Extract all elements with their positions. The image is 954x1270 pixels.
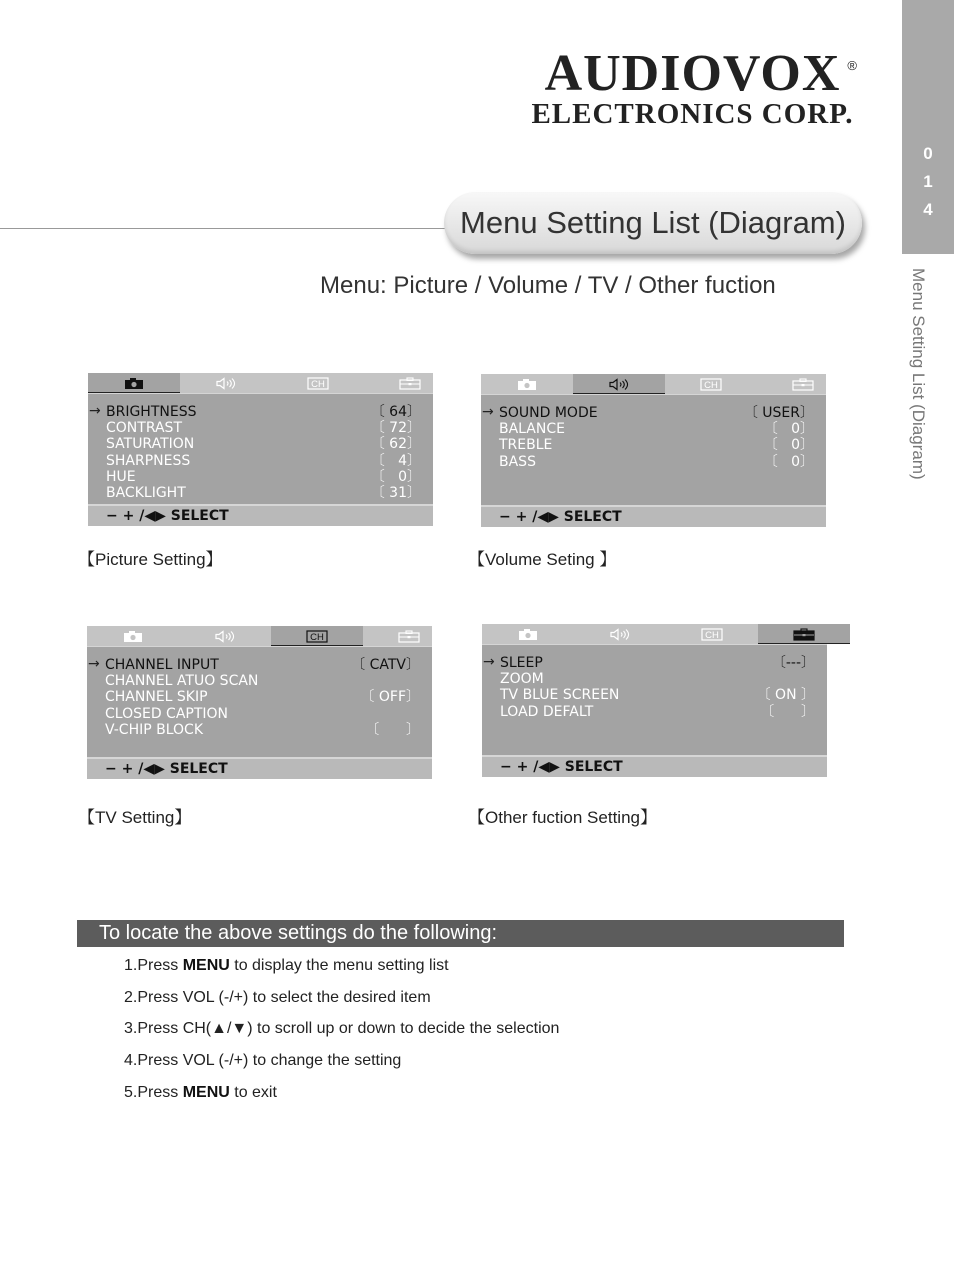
osd-item-label: BACKLIGHT xyxy=(106,485,186,501)
step-key: MENU xyxy=(182,1083,230,1101)
step-text: 5.Press xyxy=(124,1083,183,1101)
step-text: 3.Press CH(▲/▼) to scroll up or down to decide the selection xyxy=(124,1020,560,1038)
select-hint: − + /◀▶ SELECT xyxy=(500,759,623,775)
osd-menu-item[interactable] xyxy=(481,405,826,421)
osd-item-value: 〔 CATV〕 xyxy=(351,657,420,673)
registered-mark: ® xyxy=(847,58,857,73)
osd-menu-item[interactable] xyxy=(482,704,827,720)
camera-icon xyxy=(123,630,143,643)
title-banner xyxy=(444,192,862,254)
instruction-step xyxy=(124,1052,401,1070)
osd-item-label: CHANNEL ATUO SCAN xyxy=(105,673,259,690)
osd-menu-item[interactable] xyxy=(481,454,826,470)
side-tab-label: Menu Setting List (Diagram) xyxy=(909,268,928,480)
osd-item-label: TV BLUE SCREEN xyxy=(500,687,620,704)
osd-item-value: 〔 0〕 xyxy=(763,437,814,454)
menu-heading: Menu: Picture / Volume / TV / Other fuction xyxy=(320,272,776,299)
osd-item-label: BRIGHTNESS xyxy=(106,404,197,420)
logo-sub-text: ELECTRONICS CORP. xyxy=(531,98,854,130)
selection-arrow-icon: → xyxy=(89,403,101,419)
osd-item-label: BASS xyxy=(499,453,536,470)
osd-item-label: ZOOM xyxy=(500,671,544,688)
osd-menu-item[interactable] xyxy=(88,436,433,452)
osd-item-value: 〔 4〕 xyxy=(370,452,421,469)
audiovox-logo xyxy=(530,45,857,130)
osd-tab-bar xyxy=(88,373,433,393)
speaker-icon xyxy=(608,378,630,391)
osd-tab-toolbox[interactable] xyxy=(757,374,849,394)
instruction-step xyxy=(124,957,449,975)
osd-menu-item[interactable] xyxy=(88,420,433,436)
osd-footer xyxy=(88,506,433,526)
osd-tab-bar xyxy=(482,624,827,644)
osd-separator xyxy=(482,644,827,645)
osd-item-value: 〔---〕 xyxy=(771,655,815,671)
camera-icon xyxy=(518,628,538,641)
osd-separator xyxy=(481,394,826,395)
osd-footer xyxy=(481,507,826,527)
osd-item-value: 〔 64〕 xyxy=(370,404,421,420)
speaker-icon xyxy=(215,377,237,390)
logo-main-text: AUDIOVOX xyxy=(544,45,841,102)
instructions-heading: To locate the above settings do the following: xyxy=(77,920,844,947)
volume-setting-panel xyxy=(481,374,826,527)
osd-menu-item[interactable] xyxy=(87,657,432,673)
osd-item-label: CHANNEL SKIP xyxy=(105,689,208,706)
other-setting-panel xyxy=(482,624,827,777)
osd-item-label: BALANCE xyxy=(499,421,565,438)
osd-tab-toolbox[interactable] xyxy=(364,373,456,393)
select-hint: − + /◀▶ SELECT xyxy=(106,508,229,524)
osd-tab-ch[interactable] xyxy=(666,624,758,644)
ch-icon xyxy=(700,378,722,391)
osd-tab-camera[interactable] xyxy=(87,626,179,646)
ch-icon xyxy=(307,377,329,390)
osd-tab-speaker[interactable] xyxy=(179,626,271,646)
osd-menu-item[interactable] xyxy=(482,671,827,687)
step-text-end: to display the menu setting list xyxy=(229,957,449,974)
osd-menu-item[interactable] xyxy=(88,485,433,501)
page-number: 0 1 4 xyxy=(923,144,933,219)
step-text: 4.Press VOL (-/+) to change the setting xyxy=(124,1052,402,1070)
picture-setting-caption: 【Picture Setting】 xyxy=(78,550,223,569)
step-key: MENU xyxy=(182,957,230,974)
osd-item-label: CONTRAST xyxy=(106,420,182,437)
osd-tab-camera[interactable] xyxy=(88,373,180,393)
osd-separator xyxy=(87,646,432,647)
osd-menu-item[interactable] xyxy=(88,469,433,485)
osd-separator xyxy=(88,393,433,394)
osd-item-value: 〔 0〕 xyxy=(370,468,421,485)
osd-menu-item[interactable] xyxy=(87,706,432,722)
osd-footer xyxy=(482,757,827,777)
select-hint: − + /◀▶ SELECT xyxy=(499,509,622,525)
tv-setting-panel xyxy=(87,626,432,779)
osd-menu-item[interactable] xyxy=(481,437,826,453)
speaker-icon xyxy=(609,628,631,641)
speaker-icon xyxy=(214,630,236,643)
step-text-end: to exit xyxy=(229,1083,277,1101)
toolbox-icon xyxy=(398,630,420,643)
osd-tab-camera[interactable] xyxy=(482,624,574,644)
osd-item-value: 〔 72〕 xyxy=(370,420,421,437)
osd-tab-speaker[interactable] xyxy=(573,374,665,394)
osd-tab-toolbox[interactable] xyxy=(758,624,850,644)
other-setting-caption: 【Other fuction Setting】 xyxy=(468,808,657,827)
osd-menu-item[interactable] xyxy=(88,453,433,469)
svg-text:CH: CH xyxy=(310,631,324,643)
osd-menu-item[interactable] xyxy=(88,404,433,420)
osd-footer xyxy=(87,759,432,779)
osd-item-label: TREBLE xyxy=(499,437,553,454)
osd-tab-bar xyxy=(481,374,826,394)
osd-tab-speaker[interactable] xyxy=(180,373,272,393)
osd-item-value: 〔 USER〕 xyxy=(743,405,814,421)
instruction-step xyxy=(124,1084,277,1102)
osd-tab-toolbox[interactable] xyxy=(363,626,455,646)
osd-tab-speaker[interactable] xyxy=(574,624,666,644)
osd-item-label: CLOSED CAPTION xyxy=(105,705,229,722)
camera-icon xyxy=(517,378,537,391)
step-text: 1.Press xyxy=(124,957,183,974)
ch-icon xyxy=(306,630,328,643)
osd-item-value: 〔 0〕 xyxy=(763,453,814,470)
instruction-step xyxy=(124,989,431,1007)
osd-item-label: SHARPNESS xyxy=(106,452,191,469)
osd-menu-item[interactable] xyxy=(87,722,432,738)
osd-item-label: HUE xyxy=(106,468,136,485)
svg-text:CH: CH xyxy=(704,379,718,391)
instruction-step xyxy=(124,1020,559,1038)
osd-item-value: 〔 62〕 xyxy=(370,436,421,453)
osd-item-value: 〔 ON 〕 xyxy=(756,687,815,704)
osd-item-label: CHANNEL INPUT xyxy=(105,657,219,673)
osd-tab-ch[interactable] xyxy=(665,374,757,394)
selection-arrow-icon: → xyxy=(482,404,494,420)
osd-item-label: SLEEP xyxy=(500,655,543,671)
osd-item-label: LOAD DEFALT xyxy=(500,703,594,720)
osd-tab-bar xyxy=(87,626,432,646)
osd-tab-camera[interactable] xyxy=(481,374,573,394)
osd-menu-item[interactable] xyxy=(87,689,432,705)
osd-menu-item[interactable] xyxy=(482,655,827,671)
selection-arrow-icon: → xyxy=(88,656,100,672)
camera-icon xyxy=(124,377,144,390)
picture-setting-panel xyxy=(88,373,433,526)
volume-setting-caption: 【Volume Seting 】 xyxy=(468,550,617,569)
title-rule xyxy=(0,228,450,229)
osd-item-label: V-CHIP BLOCK xyxy=(105,721,204,738)
osd-item-value: 〔 OFF〕 xyxy=(360,689,420,706)
osd-item-value: 〔 31〕 xyxy=(370,485,421,501)
osd-item-label: SOUND MODE xyxy=(499,405,598,421)
osd-item-label: SATURATION xyxy=(106,436,195,453)
svg-text:CH: CH xyxy=(705,629,719,641)
step-text: 2.Press VOL (-/+) to select the desired item xyxy=(124,988,431,1006)
selection-arrow-icon: → xyxy=(483,654,495,670)
tv-setting-caption: 【TV Setting】 xyxy=(78,808,192,827)
toolbox-icon xyxy=(792,378,814,391)
osd-menu-item[interactable] xyxy=(87,673,432,689)
select-hint: − + /◀▶ SELECT xyxy=(105,761,228,777)
ch-icon xyxy=(701,628,723,641)
osd-item-value: 〔 0〕 xyxy=(763,421,814,438)
osd-menu-item[interactable] xyxy=(482,687,827,703)
toolbox-icon xyxy=(793,628,815,641)
osd-item-value: 〔 〕 xyxy=(760,703,815,720)
osd-tab-ch[interactable] xyxy=(271,626,363,646)
osd-menu-item[interactable] xyxy=(481,421,826,437)
toolbox-icon xyxy=(399,377,421,390)
osd-item-value: 〔 〕 xyxy=(365,721,420,738)
osd-tab-ch[interactable] xyxy=(272,373,364,393)
svg-text:CH: CH xyxy=(311,378,325,390)
page-title: Menu Setting List (Diagram) xyxy=(460,205,846,240)
